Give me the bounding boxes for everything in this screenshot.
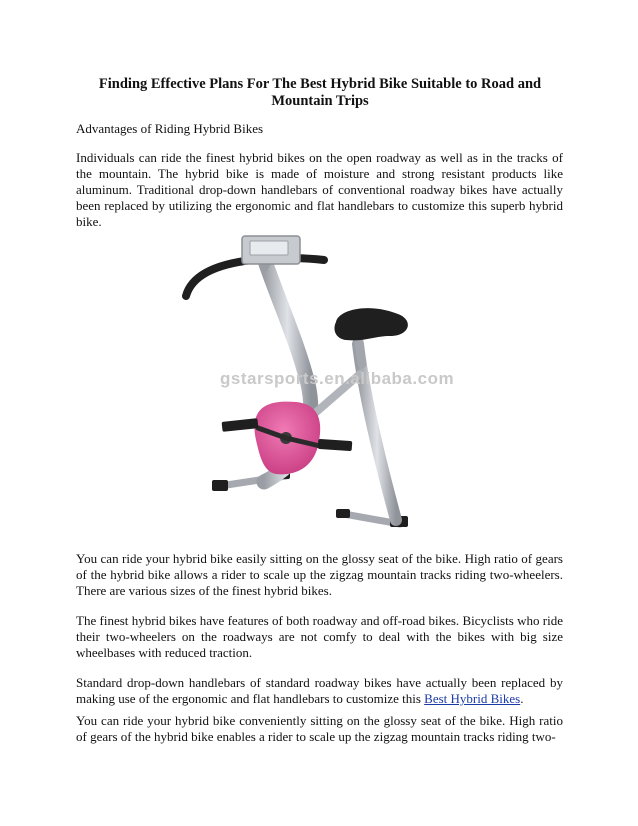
console-screen bbox=[250, 241, 288, 255]
best-hybrid-bikes-link[interactable]: Best Hybrid Bikes bbox=[424, 691, 521, 706]
image-watermark: gstarsports.en.alibaba.com bbox=[220, 369, 455, 388]
paragraph-4 bbox=[76, 675, 563, 707]
document-title: Finding Effective Plans For The Best Hybrid Bike Suitable to Road and Mountain Trips bbox=[98, 76, 542, 109]
exercise-bike-image bbox=[168, 224, 458, 539]
paragraph-5: You can ride your hybrid bike conveniently sitting on the glossy seat of the bike. High ratio of gears of the hybrid bike enables a rider to scale up the zigzag mountain tracks riding two- bbox=[76, 713, 563, 744]
pedal-left bbox=[222, 418, 259, 432]
paragraph-2: You can ride your hybrid bike easily sitting on the glossy seat of the bike. High ratio of gears of the hybrid bike allows a rider to scale up the zigzag mountain tracks riding two-wheelers. There are various sizes of the finest hybrid bikes. bbox=[76, 551, 563, 598]
paragraph-4-end: . bbox=[520, 691, 524, 706]
rear-foot-left bbox=[336, 509, 350, 518]
paragraph-3: The finest hybrid bikes have features of both roadway and off-road bikes. Bicyclists who ride their two-wheelers on the roadways are not comfy to deal with the bikes with big size wheelbases with reduced traction. bbox=[76, 613, 563, 660]
paragraph-1: Individuals can ride the finest hybrid bikes on the open roadway as well as in the tracks of the mountain. The hybrid bike is made of moisture and strong resistant products like aluminum. Traditional drop-down handlebars of conventional roadway bikes have actually been replaced by utilizing the ergonomic and flat handlebars to customize this superb hybrid bike. bbox=[76, 150, 563, 229]
paragraph-4-text: Standard drop-down handlebars of standard roadway bikes have actually been replaced by making use of the ergonomic and flat handlebars to customize this bbox=[76, 675, 563, 706]
section-subheading: Advantages of Riding Hybrid Bikes bbox=[76, 121, 264, 136]
front-foot-left bbox=[212, 480, 228, 491]
pedal-right bbox=[318, 439, 353, 451]
seat bbox=[334, 308, 407, 340]
